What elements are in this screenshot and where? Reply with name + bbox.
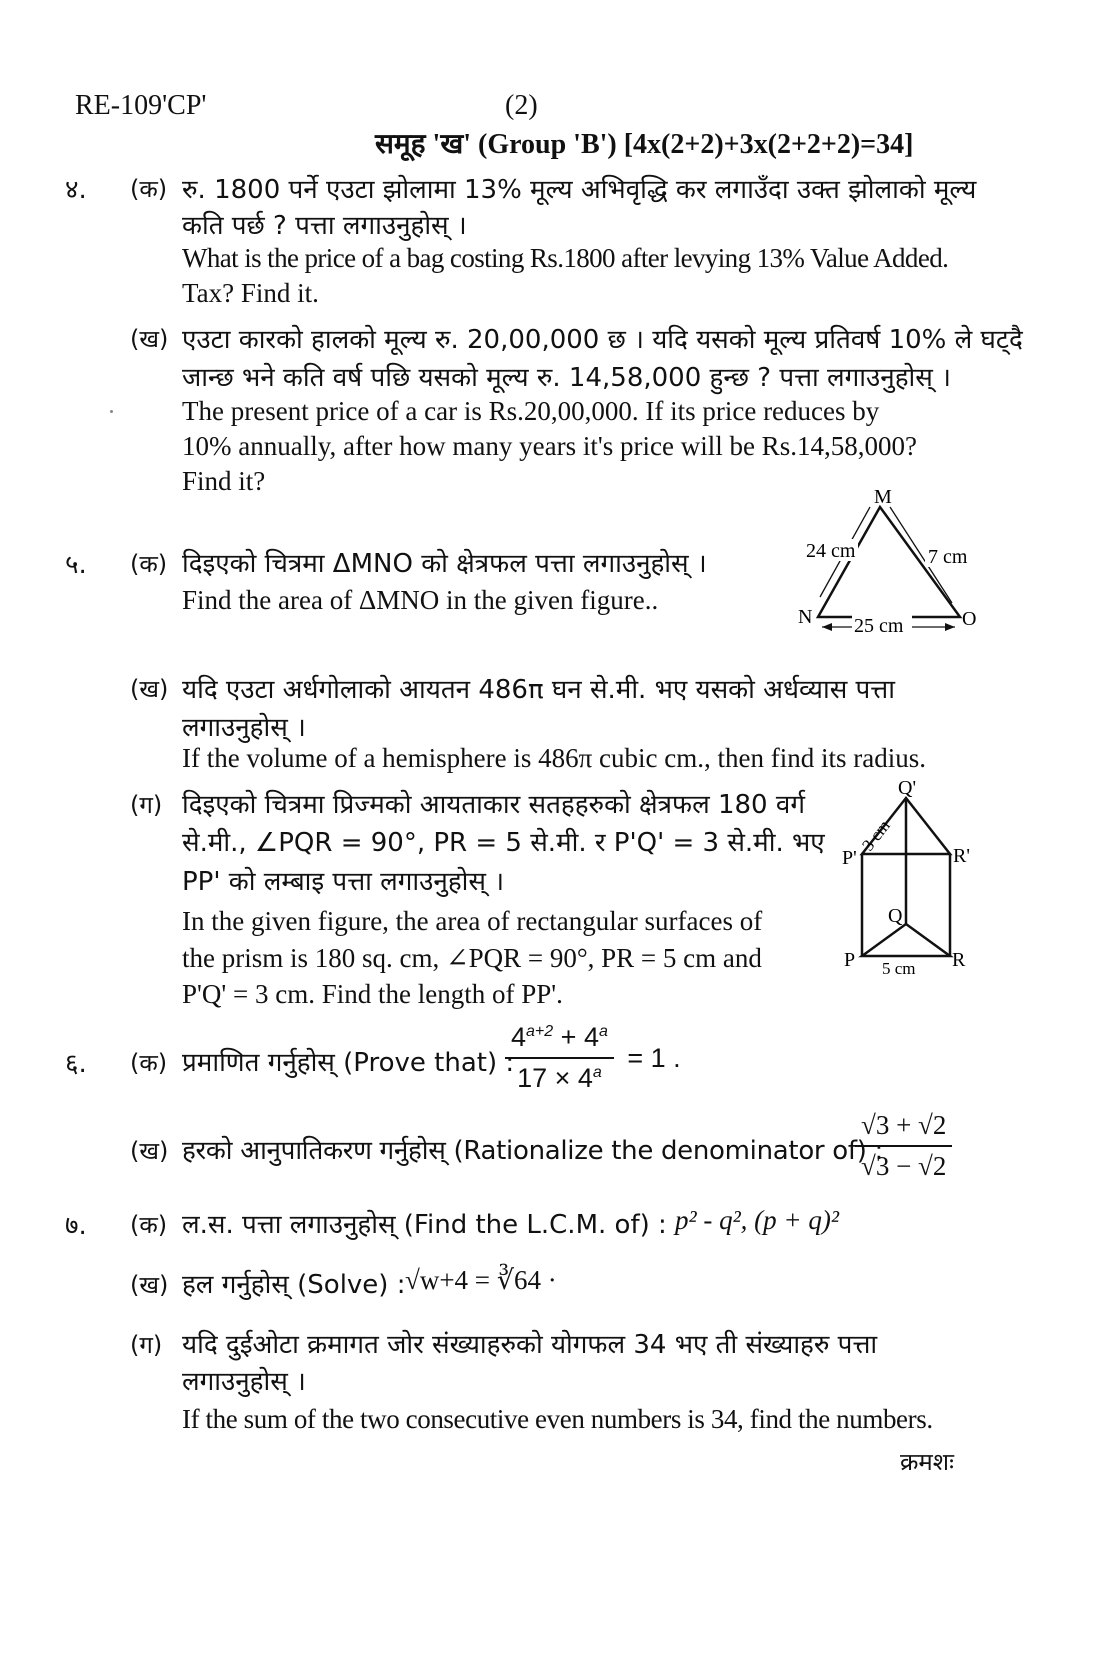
q6b-text: हरको आनुपातिकरण गर्नुहोस् (Rationalize the denominator of) : <box>182 1136 884 1166</box>
q7c-nepali-line-2: लगाउनुहोस् । <box>182 1367 306 1397</box>
q6a-label: (क) <box>130 1049 168 1077</box>
q5c-english-line-3: P'Q' = 3 cm. Find the length of PP'. <box>182 979 563 1009</box>
vertex-r: R <box>952 949 966 971</box>
vertex-q: Q <box>888 905 903 927</box>
scan-speck <box>110 410 113 413</box>
q6b-label: (ख) <box>130 1137 169 1165</box>
question-number-7: ७. <box>65 1211 87 1241</box>
side-no-label: 25 cm <box>854 615 904 637</box>
prism-figure <box>830 780 980 980</box>
q7b-text: हल गर्नुहोस् (Solve) : <box>182 1270 406 1300</box>
q4a-english-line-1: What is the price of a bag costing Rs.1800 after levying 13% Value Added. <box>182 243 949 273</box>
q7b-expression: √w+4 = ∛64 · <box>405 1265 557 1295</box>
question-number-6: ६. <box>65 1049 87 1079</box>
vertex-r-prime: R' <box>953 845 970 867</box>
side-pr-label: 5 cm <box>882 959 916 978</box>
vertex-p-prime: P' <box>842 847 857 869</box>
q4b-label: (ख) <box>130 325 169 353</box>
triangle-mno-figure <box>790 485 990 645</box>
q6a-rhs: = 1 . <box>627 1042 681 1073</box>
q6a-num-exp-1: a+2 <box>526 1023 554 1040</box>
vertex-o: O <box>962 608 977 630</box>
q7c-label: (ग) <box>130 1331 163 1359</box>
vertex-p: P <box>844 949 856 971</box>
page-number: (2) <box>505 90 538 121</box>
q4a-english-line-2: Tax? Find it. <box>182 278 319 308</box>
q7c-english-line-1: If the sum of the two consecutive even numbers is 34, find the numbers. <box>182 1404 933 1434</box>
no-arrow-right <box>945 623 955 631</box>
q6b-fraction <box>855 1110 952 1182</box>
q6a-numerator <box>505 1022 614 1059</box>
q4b-english-line-3: Find it? <box>182 466 266 496</box>
q6a-num-plus: + 4 <box>553 1022 599 1052</box>
q6b-numerator: √3 + √2 <box>855 1110 952 1147</box>
q6a-den-exp: a <box>592 1064 602 1081</box>
paper-code: RE-109'CP' <box>75 90 207 121</box>
vertex-m: M <box>874 486 892 508</box>
q4b-nepali-line-2: जान्छ भने कति वर्ष पछि यसको मूल्य रु. 14,58,000 हुन्छ ? पत्ता लगाउनुहोस् । <box>182 363 951 393</box>
q4b-english-line-1: The present price of a car is Rs.20,00,000. If its price reduces by <box>182 396 880 426</box>
q5c-english-line-2: the prism is 180 sq. cm, ∠PQR = 90°, PR = 5 cm and <box>182 943 762 973</box>
question-number-5: ५. <box>65 550 87 580</box>
q6a-num-exp-2: a <box>598 1023 608 1040</box>
q7a-label: (क) <box>130 1211 168 1239</box>
prism-bottom-face <box>862 924 950 956</box>
vertex-q-prime: Q' <box>898 780 917 799</box>
continued-marker: क्रमशः <box>900 1448 954 1476</box>
q6a-den-base: 17 × 4 <box>517 1063 593 1093</box>
q5b-label: (ख) <box>130 675 169 703</box>
q4a-nepali-line-2: कति पर्छ ? पत्ता लगाउनुहोस् । <box>182 211 467 241</box>
q7a-expression: p² - q², (p + q)² <box>675 1205 839 1235</box>
side-mn-label: 24 cm <box>806 540 856 562</box>
side-pq-prime-label: 3 cm <box>858 816 894 855</box>
q5b-english-line-1: If the volume of a hemisphere is 486π cubic cm., then find its radius. <box>182 743 926 773</box>
q5c-nepali-line-2: से.मी., ∠PQR = 90°, PR = 5 से.मी. र P'Q' = 3 से.मी. भए <box>182 828 825 858</box>
q7a-text: ल.स. पत्ता लगाउनुहोस् (Find the L.C.M. of) : <box>182 1210 667 1240</box>
q5c-nepali-line-1: दिइएको चित्रमा प्रिज्मको आयताकार सतहहरुको क्षेत्रफल 180 वर्ग <box>182 790 805 820</box>
q5a-english-line-1: Find the area of ΔMNO in the given figure.. <box>182 585 659 615</box>
side-mo-label: 7 cm <box>928 546 968 568</box>
q5b-nepali-line-1: यदि एउटा अर्धगोलाको आयतन 486π घन से.मी. भए यसको अर्धव्यास पत्ता <box>182 675 896 705</box>
q5b-nepali-line-2: लगाउनुहोस् । <box>182 713 306 743</box>
group-title: समूह 'ख' (Group 'B') [4x(2+2)+3x(2+2+2)=34] <box>375 129 914 160</box>
q7c-nepali-line-1: यदि दुईओटा क्रमागत जोर संख्याहरुको योगफल 34 भए ती संख्याहरु पत्ता <box>182 1330 878 1360</box>
question-number-4: ४. <box>65 175 87 205</box>
q4a-nepali-line-1: रु. 1800 पर्ने एउटा झोलामा 13% मूल्य अभिवृद्धि कर लगाउँदा उक्त झोलाको मूल्य <box>182 175 977 205</box>
q7b-label: (ख) <box>130 1271 169 1299</box>
q5c-english-line-1: In the given figure, the area of rectangular surfaces of <box>182 906 763 936</box>
vertex-n: N <box>798 606 813 628</box>
q6a-denominator <box>505 1059 614 1094</box>
q5c-nepali-line-3: PP' को लम्बाइ पत्ता लगाउनुहोस् । <box>182 867 505 897</box>
q6a-fraction-body <box>505 1022 614 1094</box>
q6a-num-base: 4 <box>511 1022 527 1052</box>
q6a-text: प्रमाणित गर्नुहोस् (Prove that) : <box>182 1048 515 1078</box>
q4b-nepali-line-1: एउटा कारको हालको मूल्य रु. 20,00,000 छ । यदि यसको मूल्य प्रतिवर्ष 10% ले घट्दै <box>182 325 1023 355</box>
q6a-fraction <box>505 1022 681 1094</box>
q5a-label: (क) <box>130 550 168 578</box>
q5c-label: (ग) <box>130 791 163 819</box>
q6b-fraction-body <box>855 1110 952 1182</box>
q4b-english-line-2: 10% annually, after how many years it's price will be Rs.14,58,000? <box>182 431 917 461</box>
q5a-nepali-line-1: दिइएको चित्रमा ΔMNO को क्षेत्रफल पत्ता लगाउनुहोस् । <box>182 549 707 579</box>
no-arrow-left <box>822 623 832 631</box>
q4a-label: (क) <box>130 175 168 203</box>
q6b-denominator: √3 − √2 <box>861 1151 947 1181</box>
